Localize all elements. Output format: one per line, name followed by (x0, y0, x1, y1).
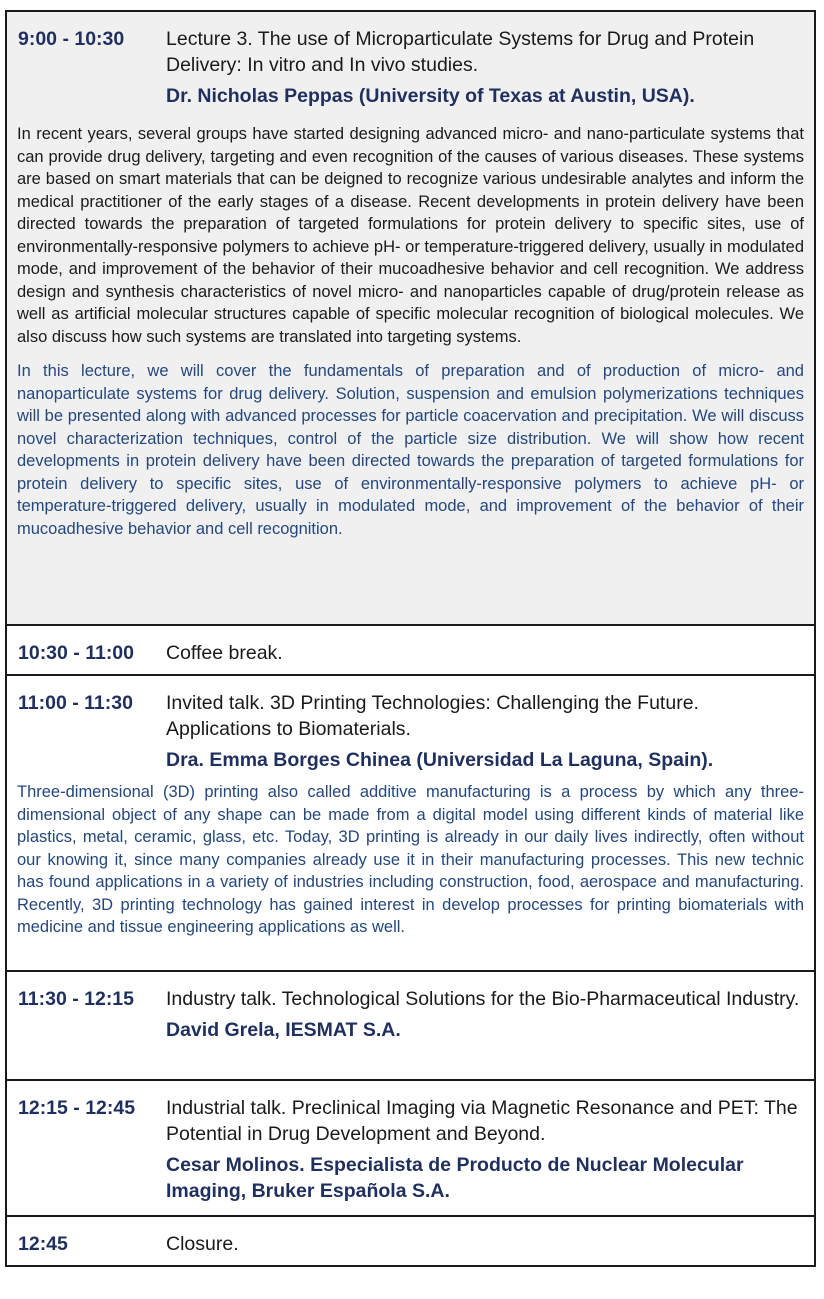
session-title: Invited talk. 3D Printing Technologies: Challenging the Future. Applications to Biomaterials. (166, 692, 699, 740)
session-header (7, 1217, 814, 1257)
session-time: 10:30 - 11:00 (18, 642, 135, 664)
session-speaker: Cesar Molinos. Especialista de Producto de Nuclear Molecular Imaging, Bruker Española S.A. (166, 1154, 744, 1202)
session-abstract: Three-dimensional (3D) printing also called additive manufacturing is a process by which any three-dimensional object of any shape can be made from a digital model using different kinds of material like plastics, metal, ceramic, glass, etc. Today, 3D printing is already in our daily lives indirectly, often without our knowing it, since many companies already use it in their manufacturing processes. This new technic has found applications in a variety of industries including construction, food, aerospace and manufacturing. Recently, 3D printing technology has gained interest in develop processes for printing biomaterials with medicine and tissue engineering applications as well. (17, 783, 804, 936)
session-header (7, 972, 814, 1043)
session-title: Coffee break. (166, 642, 283, 664)
session-lecture-3 (7, 12, 814, 624)
session-abstract: In recent years, several groups have started designing advanced micro- and nano-particulate systems that can provide drug delivery, targeting and even recognition of the causes of various diseases. These systems are based on smart materials that can be deigned to recognize various undesirable analytes and inform the medical practitioner of the early stages of a disease. Recent developments in protein delivery have been directed towards the preparation of targeted formulations for protein delivery to specific sites, use of environmentally-responsive polymers to achieve pH- or temperature-triggered delivery, usually in modulated mode, and improvement of the behavior of their mucoadhesive behavior and cell recognition. We address design and synthesis characteristics of novel micro- and nanoparticles capable of drug/protein release as well as artificial molecular structures capable of specific molecular recognition of biological molecules. We also discuss how such systems are translated into targeting systems. (17, 125, 804, 346)
session-header (7, 1081, 814, 1204)
session-time: 12:45 (18, 1233, 68, 1255)
session-title: Lecture 3. The use of Microparticulate Systems for Drug and Protein Delivery: In vitro and In vivo studies. (166, 28, 755, 76)
session-abstract-2: In this lecture, we will cover the fundamentals of preparation and of production of micro- and nanoparticulate systems for drug delivery. Solution, suspension and emulsion polymerizations techniques will be presented along with advanced processes for particle coacervation and precipitation. We will discuss novel characterization techniques, control of the particle size distribution. We will show how recent developments in protein delivery have been directed towards the preparation of targeted formulations for protein delivery to specific sites, use of environmentally-responsive polymers to achieve pH- or temperature-triggered delivery, usually in modulated mode, and improvement of the behavior of their mucoadhesive behavior and cell recognition. (17, 362, 804, 538)
session-time: 11:30 - 12:15 (18, 988, 135, 1010)
session-speaker: David Grela, IESMAT S.A. (166, 1019, 401, 1041)
session-title: Industrial talk. Preclinical Imaging via Magnetic Resonance and PET: The Potential in Drug Development and Beyond. (166, 1097, 798, 1145)
session-time: 12:15 - 12:45 (18, 1097, 136, 1119)
session-time: 11:00 - 11:30 (18, 692, 133, 714)
session-time: 9:00 - 10:30 (18, 28, 125, 50)
session-closure (7, 1215, 814, 1265)
session-title: Closure. (166, 1233, 239, 1255)
session-industry-talk (7, 970, 814, 1079)
session-speaker: Dr. Nicholas Peppas (University of Texas at Austin, USA). (166, 85, 695, 107)
session-header (7, 626, 814, 666)
session-coffee-break (7, 624, 814, 674)
session-header (7, 12, 814, 109)
session-invited-talk (7, 674, 814, 970)
program-table (5, 10, 816, 1267)
session-industrial-talk (7, 1079, 814, 1215)
session-header (7, 676, 814, 773)
session-speaker: Dra. Emma Borges Chinea (Universidad La Laguna, Spain). (166, 749, 714, 771)
session-title: Industry talk. Technological Solutions for the Bio-Pharmaceutical Industry. (166, 988, 800, 1010)
